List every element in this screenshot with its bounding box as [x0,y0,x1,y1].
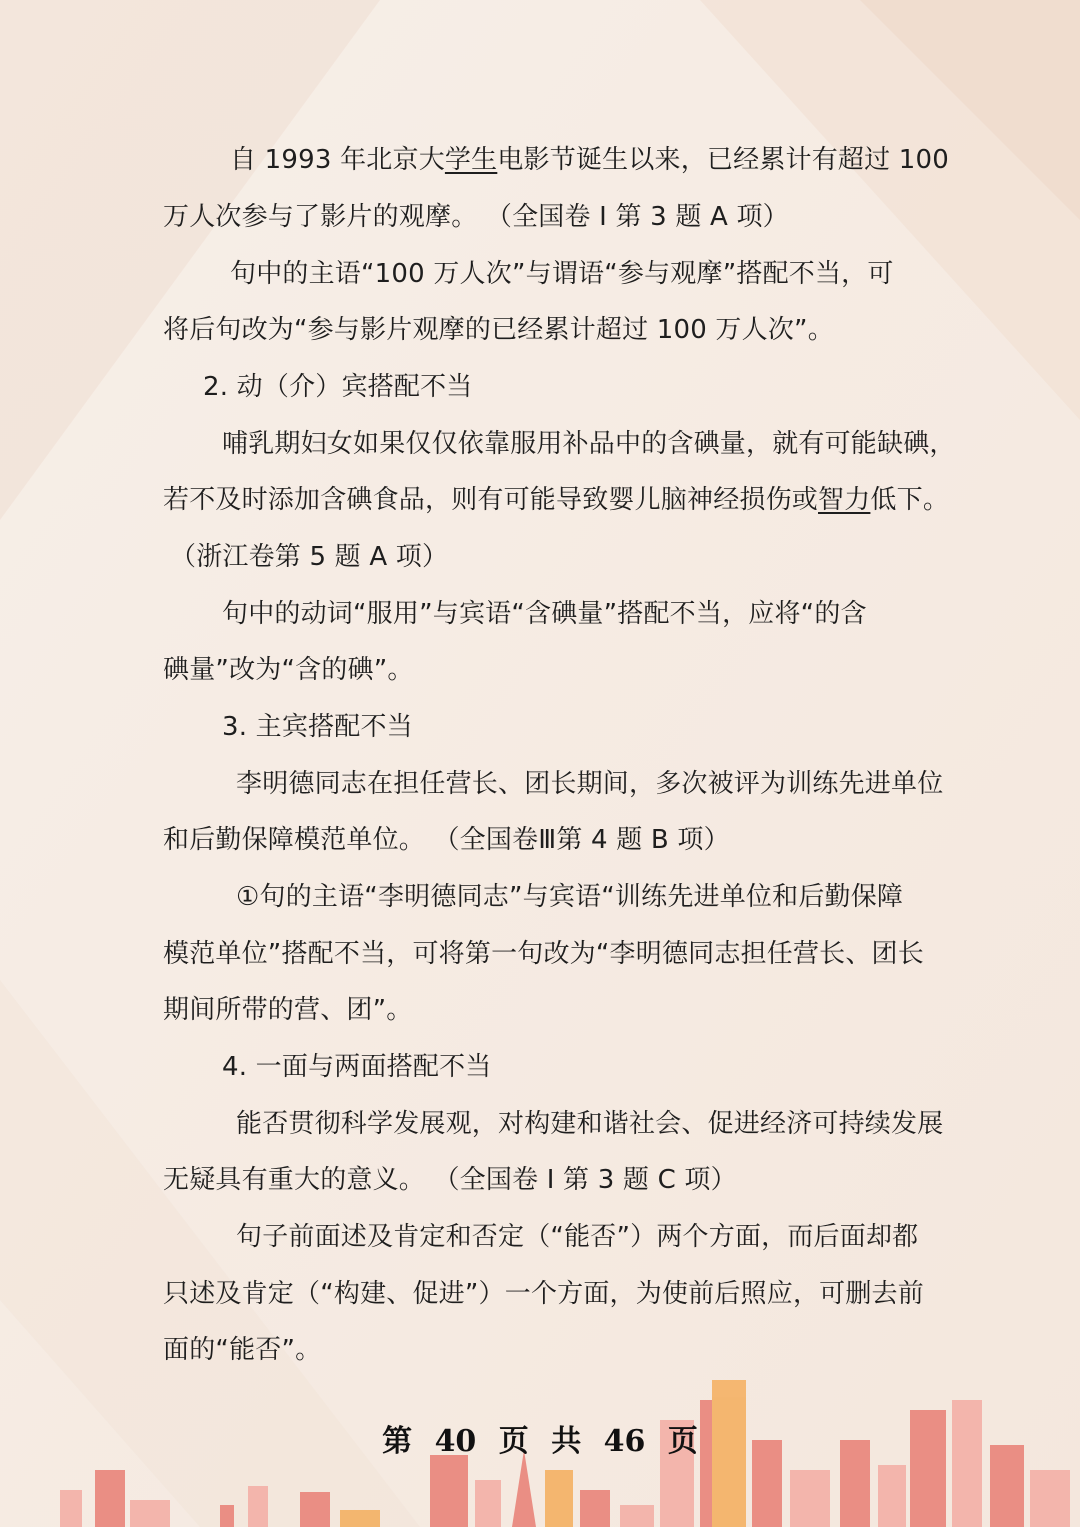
footer-total-pages: 46 [603,1424,646,1459]
footer-di: 第 [382,1424,413,1459]
footer-gong: 共 [551,1424,582,1459]
text-line-20: 句子前面述及肯定和否定（“能否”）两个方面，而后面却都 [236,1222,919,1252]
section-heading-2: 2. 动（介）宾搭配不当 [203,372,473,402]
text-line-21: 只述及肯定（“构建、促进”）一个方面，为使前后照应，可删去前 [163,1279,924,1309]
text-line-19: 无疑具有重大的意义。 （全国卷 I 第 3 题 C 项） [163,1165,737,1195]
text-line-10: 碘量”改为“含的碘”。 [163,655,414,685]
text-line-2: 万人次参与了影片的观摩。 （全国卷 I 第 3 题 A 项） [163,202,789,232]
text-line-8: （浙江卷第 5 题 A 项） [170,542,449,572]
text-line-12: 李明德同志在担任营长、团长期间，多次被评为训练先进单位 [236,769,944,799]
text-line-4: 将后句改为“参与影片观摩的已经累计超过 100 万人次”。 [163,315,834,345]
section-heading-3: 3. 主宾搭配不当 [222,712,413,742]
text-line-14: ①句的主语“李明德同志”与宾语“训练先进单位和后勤保障 [236,882,904,912]
text-line-15: 模范单位”搭配不当，可将第一句改为“李明德同志担任营长、团长 [163,939,924,969]
text-line-13: 和后勤保障模范单位。 （全国卷Ⅲ第 4 题 B 项） [163,825,730,855]
footer-ye: 页 [498,1424,529,1459]
text-line-16: 期间所带的营、团”。 [163,995,413,1025]
text-line-3: 句中的主语“100 万人次”与谓语“参与观摩”搭配不当，可 [230,259,894,289]
page-footer [0,1422,1080,1462]
text-line-1: 自 1993 年北京大学生电影节诞生以来，已经累计有超过 100 [230,145,950,175]
text-line-22: 面的“能否”。 [163,1335,322,1365]
section-heading-4: 4. 一面与两面搭配不当 [222,1052,492,1082]
text-line-6: 哺乳期妇女如果仅仅依靠服用补品中的含碘量，就有可能缺碘， [222,429,956,459]
footer-page-number: 40 [434,1424,477,1459]
text-line-18: 能否贯彻科学发展观，对构建和谐社会、促进经济可持续发展 [236,1109,944,1139]
footer-ye-2: 页 [667,1424,698,1459]
text-line-9: 句中的动词“服用”与宾语“含碘量”搭配不当，应将“的含 [222,599,867,629]
text-line-7: 若不及时添加含碘食品，则有可能导致婴儿脑神经损伤或智力低下。 [163,485,950,515]
